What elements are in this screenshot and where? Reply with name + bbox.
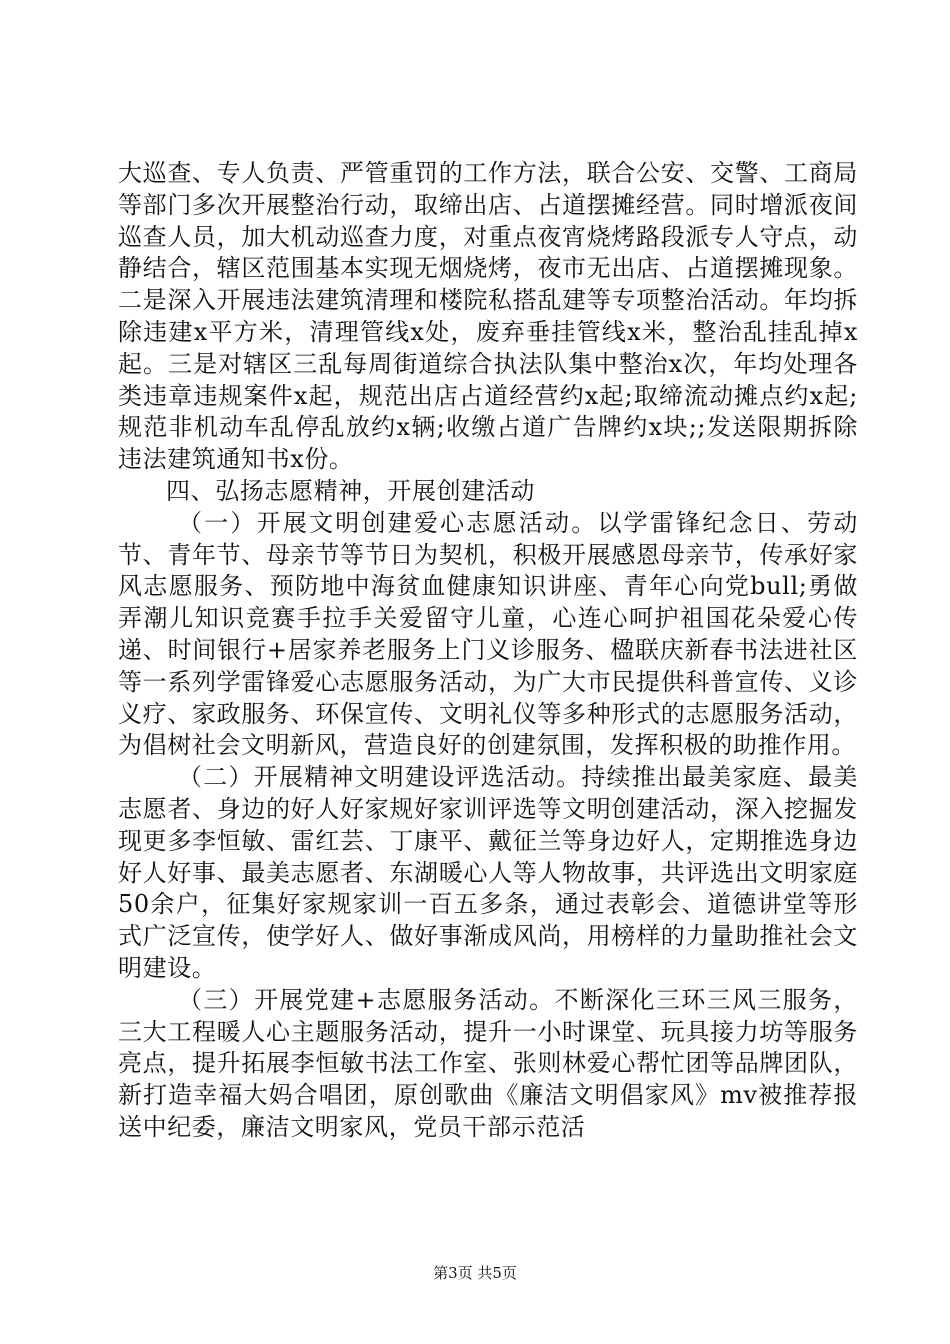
document-body [118, 158, 858, 1144]
paragraph-enforcement-continued: 大巡查、专人负责、严管重罚的工作方法，联合公安、交警、工商局等部门多次开展整治行动，取缔出店、占道摆摊经营。同时增派夜间巡查人员，加大机动巡查力度，对重点夜宵烧烤路段派专人守点，动静结合，辖区范围基本实现无烟烧烤，夜市无出店、占道摆摊现象。二是深入开展违法建筑清理和楼院私搭乱建等专项整治活动。年均拆除违建x平方米，清理管线x处，废弃垂挂管线x米，整治乱挂乱掉x起。三是对辖区三乱每周街道综合执法队集中整治x次，年均处理各类违章违规案件x起，规范出店占道经营约x起;取缔流动摊点约x起;规范非机动车乱停乱放约x辆;收缴占道广告牌约x块;;发送限期拆除违法建筑通知书x份。 [118, 159, 858, 474]
page-number-footer: 第3页 共5页 [433, 1264, 517, 1282]
paragraph-spiritual-civilization-selection: （二）开展精神文明建设评选活动。持续推出最美家庭、最美志愿者、身边的好人好家规好家训评选等文明创建活动，深入挖掘发现更多李恒敏、雷红芸、丁康平、戴征兰等身边好人，定期推选身边好人好事、最美志愿者、东湖暖心人等人物故事，共评选出文明家庭50余户，征集好家规家训一百五多条，通过表彰会、道德讲堂等形式广泛宣传，使学好人、做好事渐成风尚，用榜样的力量助推社会文明建设。 [118, 763, 858, 982]
section-heading-volunteer: 四、弘扬志愿精神，开展创建活动 [166, 476, 535, 505]
paragraph-civilization-volunteer: （一）开展文明创建爱心志愿活动。以学雷锋纪念日、劳动节、青年节、母亲节等节日为契机，积极开展感恩母亲节，传承好家风志愿服务、预防地中海贫血健康知识讲座、青年心向党bull;勇做弄潮儿知识竞赛手拉手关爱留守儿童，心连心呵护祖国花朵爱心传递、时间银行+居家养老服务上门义诊服务、楹联庆新春书法进社区等一系列学雷锋爱心志愿服务活动，为广大市民提供科普宣传、义诊义疗、家政服务、环保宣传、文明礼仪等多种形式的志愿服务活动，为倡树社会文明新风，营造良好的创建氛围，发挥积极的助推作用。 [118, 508, 858, 760]
paragraph-party-building-volunteer: （三）开展党建+志愿服务活动。不断深化三环三风三服务，三大工程暖人心主题服务活动，提升一小时课堂、玩具接力坊等服务亮点，提升拓展李恒敏书法工作室、张则林爱心帮忙团等品牌团队，新打造幸福大妈合唱团，原创歌曲《廉洁文明倡家风》mv被推荐报送中纪委，廉洁文明家风，党员干部示范活 [118, 985, 858, 1141]
